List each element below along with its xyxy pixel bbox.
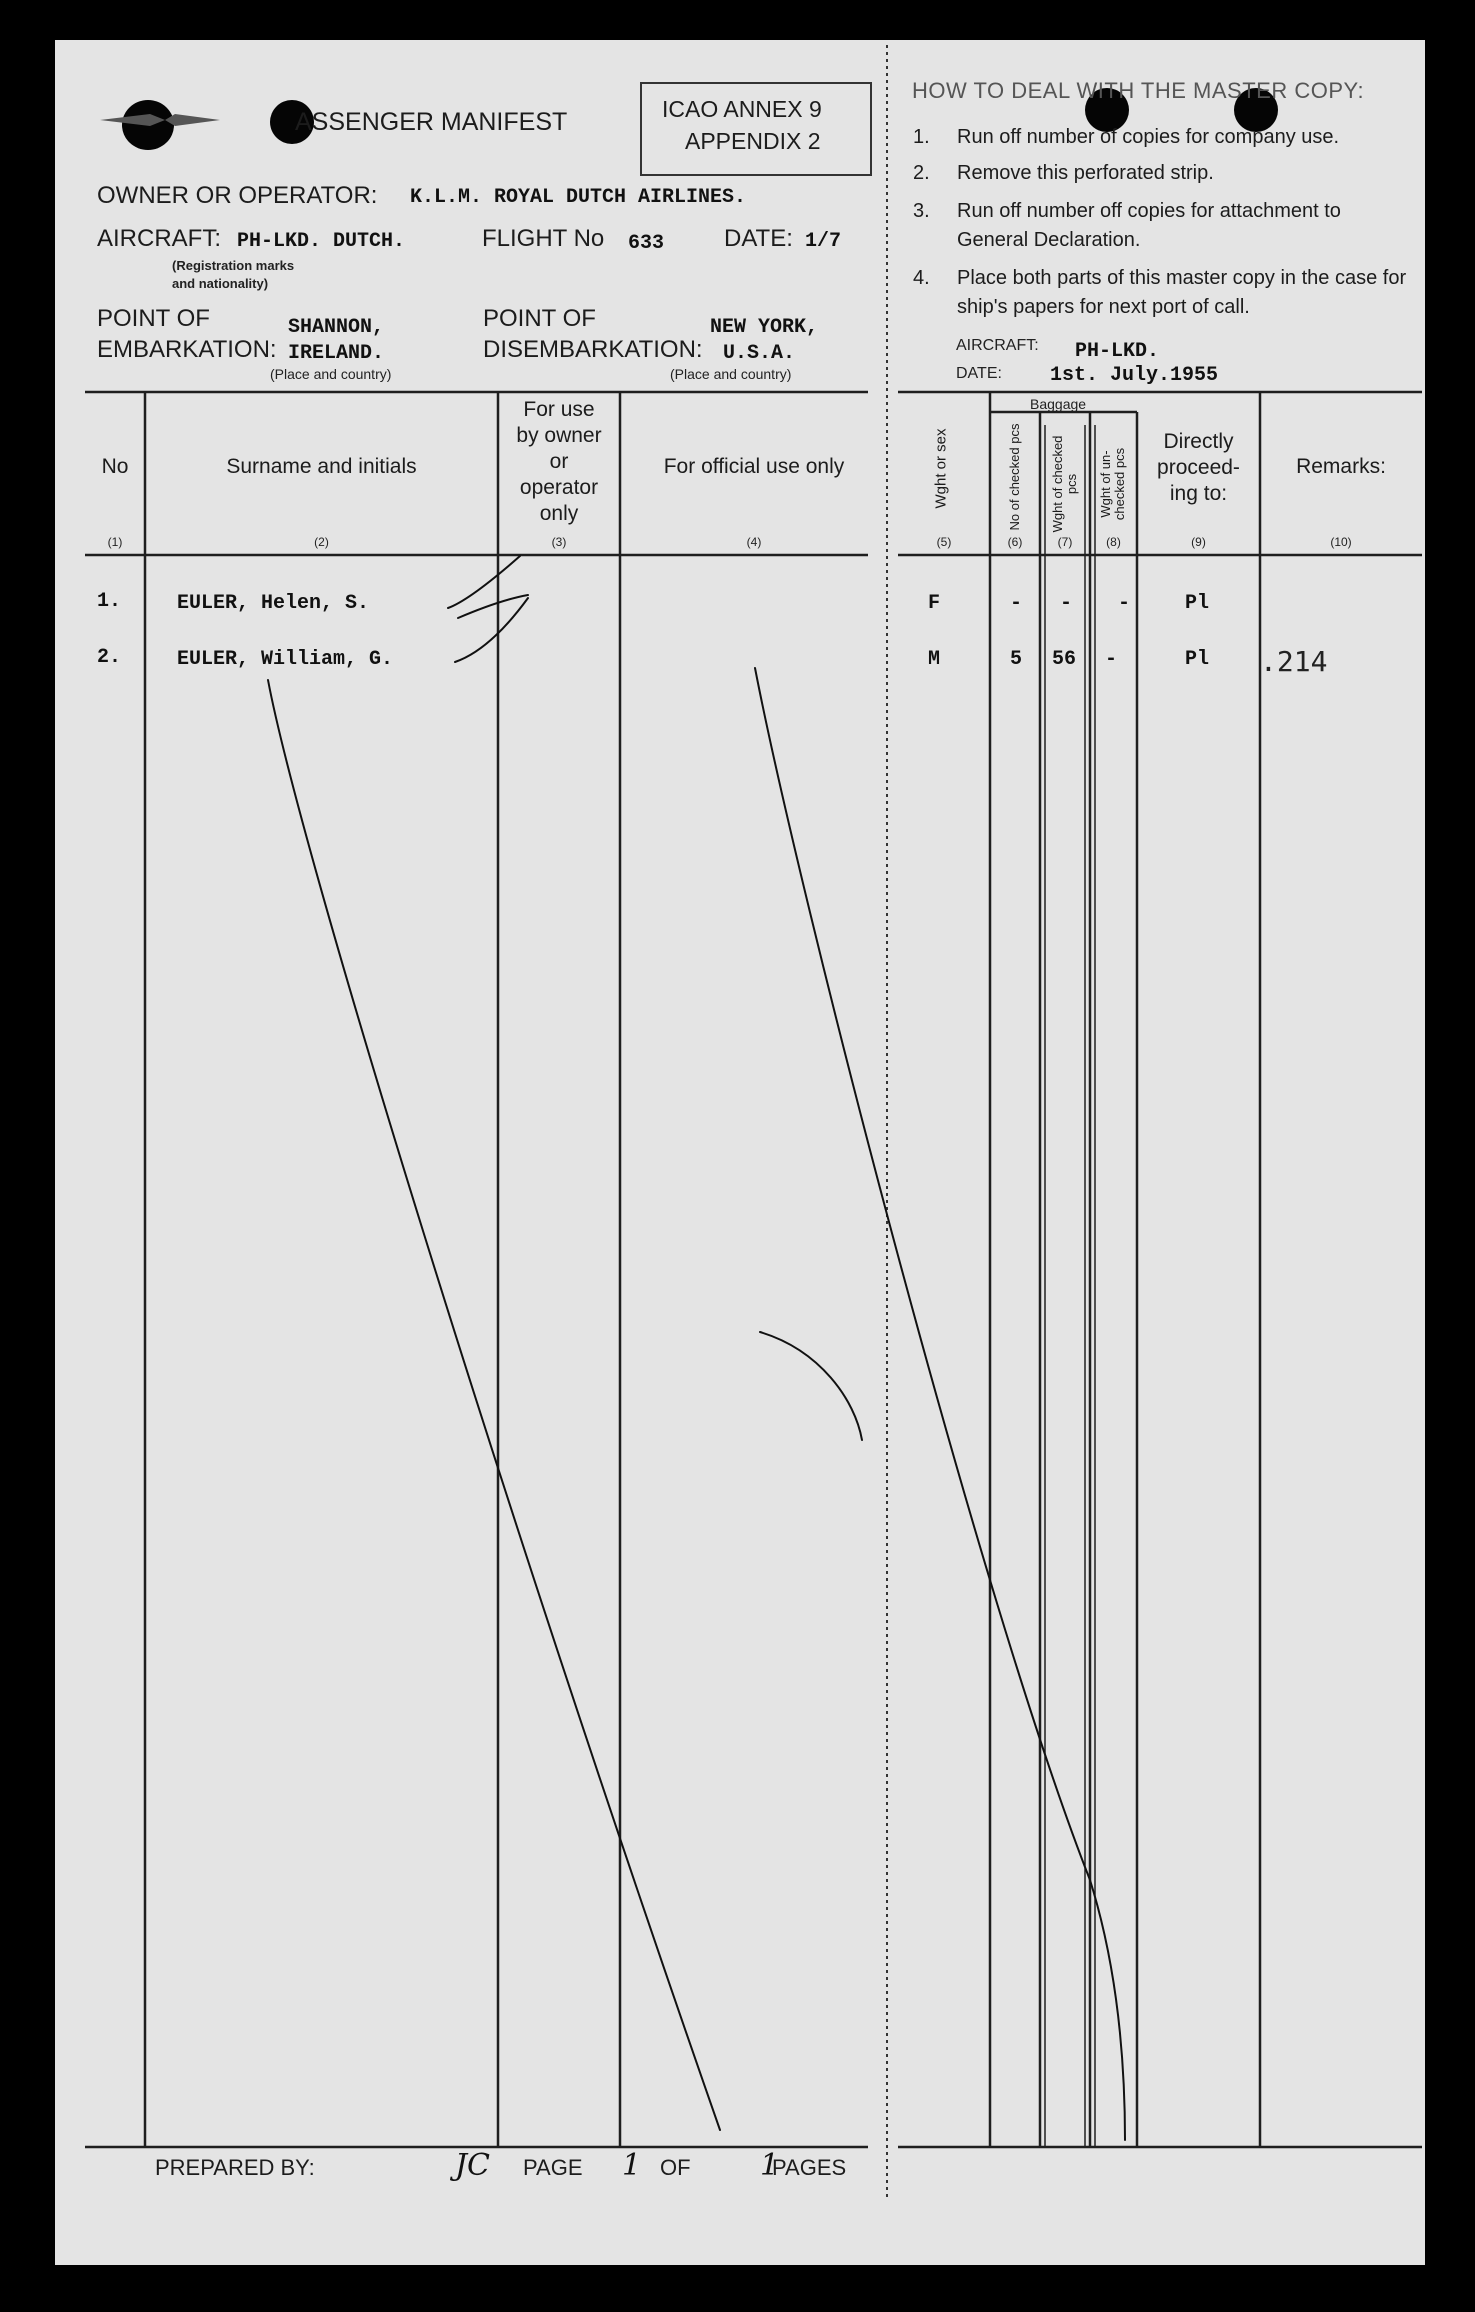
col-wght-unchecked-header: Wght of un-checked pcs <box>1098 447 1127 521</box>
row-2-no: 2. <box>97 646 122 669</box>
row-2-unchecked: - <box>1105 648 1118 671</box>
instr-date-label: DATE: <box>956 365 1002 382</box>
col-wght-sex-header: Wght or sex <box>932 428 950 509</box>
instruction-3-num: 3. <box>913 200 930 222</box>
flight-label: FLIGHT No <box>482 225 605 252</box>
owner-value: K.L.M. ROYAL DUTCH AIRLINES. <box>410 186 747 209</box>
col-owner-use-3: or <box>549 450 569 473</box>
col-num-2: (2) <box>314 535 329 549</box>
row-2-dest: Pl <box>1185 648 1210 671</box>
pages-label: PAGES <box>772 2155 847 2180</box>
page-value: 1 <box>622 2148 642 2183</box>
col-num-9: (9) <box>1191 535 1206 549</box>
pages-value: 1 <box>760 2148 780 2183</box>
row-2-checked: 5 <box>1010 648 1023 671</box>
instruction-4-text: Place both parts of this master copy in the case for ship's papers for next port of call. <box>957 267 1407 318</box>
col-directly-3: ing to: <box>1169 482 1228 505</box>
instruction-1-text: Run off number of copies for company use. <box>957 126 1340 148</box>
col-num-4: (4) <box>746 535 762 549</box>
instruction-2-num: 2. <box>913 162 930 184</box>
embark-label-1: POINT OF <box>97 305 210 332</box>
aircraft-note-1: (Registration marks <box>172 258 295 273</box>
instruction-4-num: 4. <box>913 267 930 289</box>
embark-note: (Place and country) <box>270 366 392 382</box>
row-1-sex: F <box>928 592 941 615</box>
instr-aircraft-label: AIRCRAFT: <box>956 337 1039 354</box>
col-num-1: (1) <box>107 535 123 549</box>
col-owner-use-2: by owner <box>516 424 602 447</box>
instructions-title: HOW TO DEAL WITH THE MASTER COPY: <box>912 78 1365 103</box>
row-1-name: EULER, Helen, S. <box>177 592 370 615</box>
col-num-10: (10) <box>1330 535 1352 549</box>
col-remarks-header: Remarks: <box>1296 455 1386 478</box>
row-2-remarks: .214 <box>1260 645 1328 678</box>
col-num-3: (3) <box>551 535 567 549</box>
instruction-2-text: Remove this perforated strip. <box>957 162 1214 184</box>
embark-value-1: SHANNON, <box>288 316 385 339</box>
prepared-initials: JC <box>455 2148 490 2183</box>
aircraft-label: AIRCRAFT: <box>97 225 222 252</box>
page-label: PAGE <box>523 2155 583 2180</box>
date-value: 1/7 <box>805 230 842 253</box>
aircraft-value: PH-LKD. DUTCH. <box>237 230 406 253</box>
disembark-note: (Place and country) <box>670 366 792 382</box>
row-1-wght: - <box>1060 592 1073 615</box>
col-wght-checked-header: Wght of checked pcs <box>1050 435 1079 533</box>
row-2-name: EULER, William, G. <box>177 648 394 671</box>
aircraft-note-2: and nationality) <box>172 276 269 291</box>
disembark-label-1: POINT OF <box>483 305 596 332</box>
instr-date-value: 1st. July.1955 <box>1050 364 1219 387</box>
col-no-header: No <box>101 455 129 478</box>
row-2-sex: M <box>928 648 941 671</box>
date-label: DATE: <box>724 225 793 252</box>
icao-line1: ICAO ANNEX 9 <box>662 96 822 122</box>
icao-line2: APPENDIX 2 <box>685 128 821 154</box>
of-label: OF <box>660 2155 691 2180</box>
col-owner-use-1: For use <box>523 398 595 421</box>
row-2-wght: 56 <box>1052 648 1077 671</box>
baggage-header: Baggage <box>1030 396 1087 412</box>
row-1-no: 1. <box>97 590 122 613</box>
col-num-6: (6) <box>1007 535 1023 549</box>
col-directly-2: proceed- <box>1157 456 1240 479</box>
col-num-5: (5) <box>936 535 952 549</box>
row-1-checked: - <box>1010 592 1023 615</box>
manifest-title: ASSENGER MANIFEST <box>295 108 568 136</box>
row-1-unchecked: - <box>1118 592 1131 615</box>
disembark-value-1: NEW YORK, <box>710 316 819 339</box>
embark-value-2: IRELAND. <box>288 342 385 365</box>
col-official-header: For official use only <box>663 455 845 478</box>
col-owner-use-4: operator <box>519 476 599 499</box>
owner-label: OWNER OR OPERATOR: <box>97 182 378 209</box>
col-no-checked-header: No of checked pcs <box>1007 423 1022 531</box>
col-directly-1: Directly <box>1163 430 1234 453</box>
instr-aircraft-value: PH-LKD. <box>1075 340 1160 363</box>
disembark-value-2: U.S.A. <box>723 342 796 365</box>
col-num-7: (7) <box>1057 535 1073 549</box>
col-num-8: (8) <box>1106 535 1121 549</box>
prepared-by-label: PREPARED BY: <box>155 2155 315 2180</box>
flight-value: 633 <box>628 232 665 255</box>
disembark-label-2: DISEMBARKATION: <box>483 336 703 363</box>
col-surname-header: Surname and initials <box>226 455 417 478</box>
row-1-dest: Pl <box>1185 592 1210 615</box>
instruction-3-text: Run off number off copies for attachment to General Declaration. <box>957 200 1341 251</box>
instruction-1-num: 1. <box>913 126 930 148</box>
col-owner-use-5: only <box>539 502 579 525</box>
embark-label-2: EMBARKATION: <box>97 336 277 363</box>
